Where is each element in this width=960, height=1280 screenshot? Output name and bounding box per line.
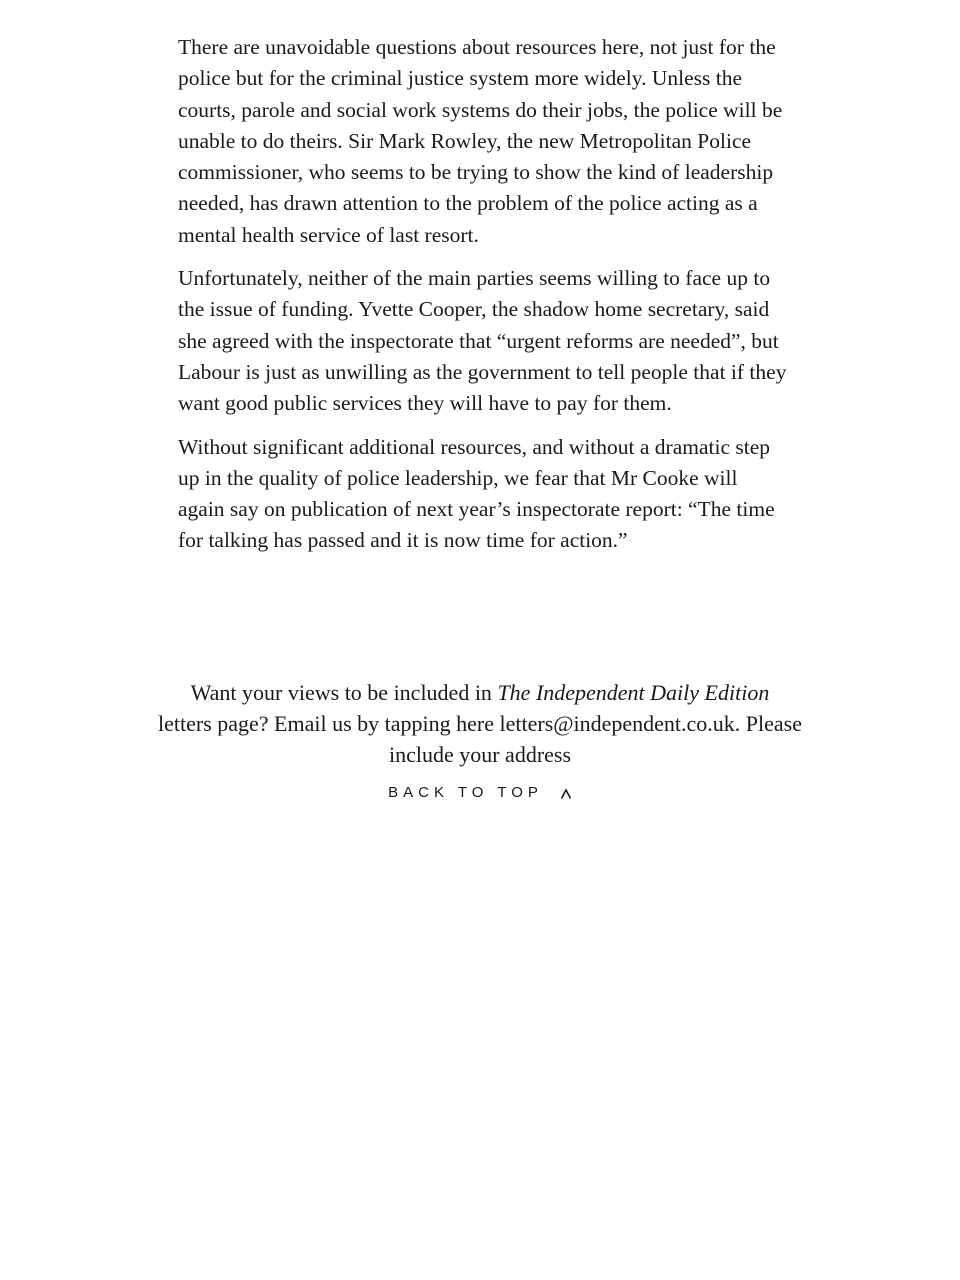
article-body [178, 32, 788, 569]
cta-outro: . Please include your address [388, 711, 802, 767]
back-to-top-button[interactable] [0, 784, 960, 804]
article-paragraph: Unfortunately, neither of the main parties seems willing to face up to the issue of funding. Yvette Cooper, the shadow home secretary, said she agreed with the inspectorate that “urgent reforms are needed”, but Labour is just as unwilling as the government to tell people that if they want good public services they will have to pay for them. [178, 266, 787, 416]
chevron-up-icon [560, 787, 572, 804]
back-to-top-label: BACK TO TOP [388, 784, 543, 801]
letters-email-link[interactable]: letters@independent.co.uk [499, 711, 735, 736]
publication-name: The Independent Daily Edition [497, 680, 770, 705]
article-paragraph: Without significant additional resources, and without a dramatic step up in the quality of police leadership, we fear that Mr Cooke will again say on publication of next year’s inspectorate report: “The time for talking has passed and it is now time for action.” [178, 434, 775, 553]
cta-middle: letters page? Email us by tapping here [158, 711, 500, 736]
article-paragraph: There are unavoidable questions about resources here, not just for the police but for the criminal justice system more widely. Unless the courts, parole and social work systems do their jobs, the police will be unable to do theirs. Sir Mark Rowley, the new Metropolitan Police commissioner, who seems to be trying to show the kind of leadership needed, has drawn attention to the problem of the police acting as a mental health service of last resort. [178, 35, 783, 247]
letters-call-to-action [140, 677, 820, 770]
cta-intro: Want your views to be included in [190, 680, 498, 705]
